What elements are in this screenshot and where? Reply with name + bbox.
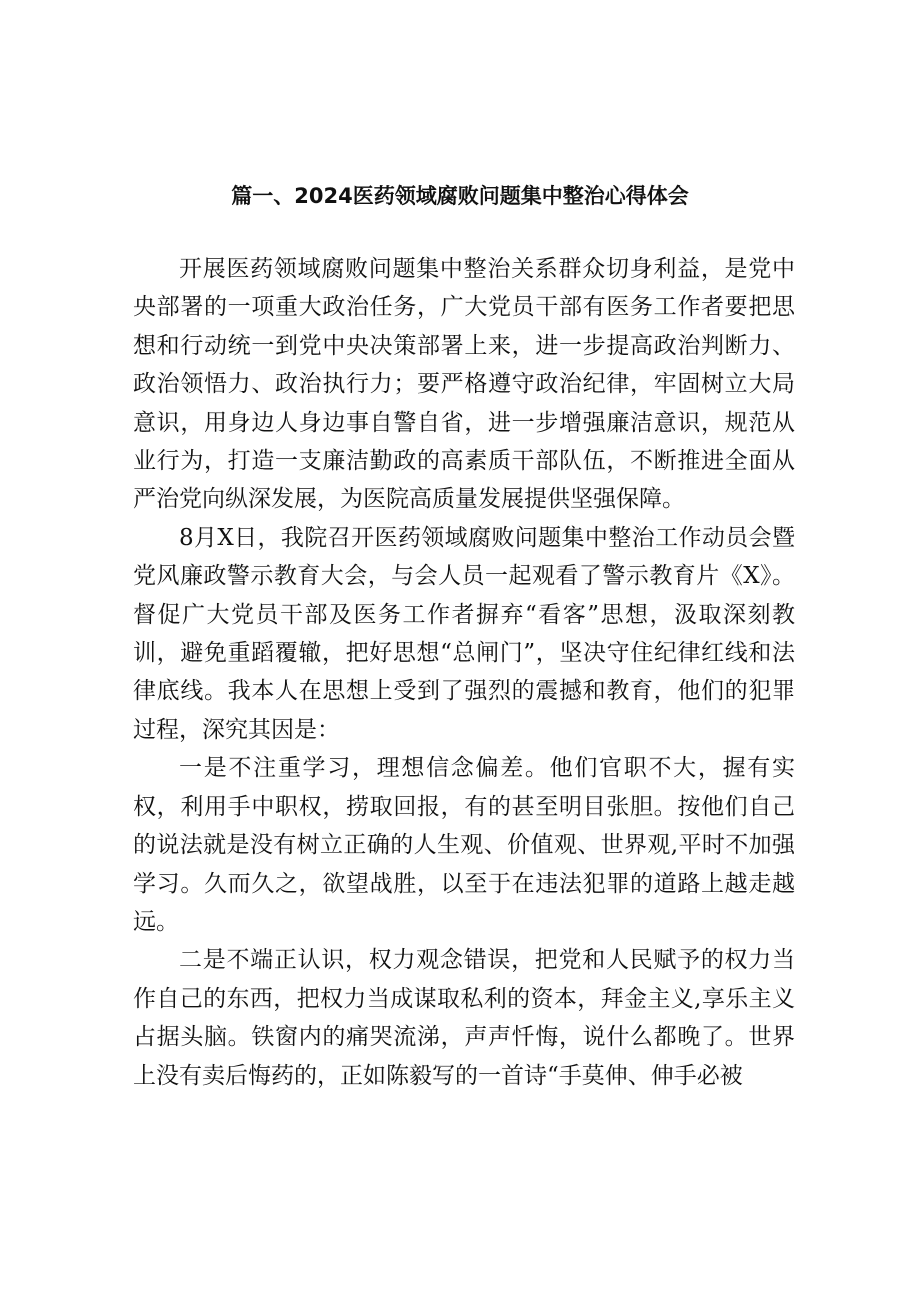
paragraph-point-one: 一是不注重学习，理想信念偏差。他们官职不大，握有实权，利用手中职权，捞取回报，有的甚至明目张胆。按他们自己的说法就是没有树立正确的人生观、价值观、世界观,平时不加强学习。久而久之，欲望战胜，以至于在违法犯罪的道路上越走越远。 bbox=[133, 755, 795, 935]
document-body bbox=[133, 250, 795, 1095]
paragraph-intro: 开展医药领域腐败问题集中整治关系群众切身利益，是党中央部署的一项重大政治任务，广大党员干部有医务工作者要把思想和行动统一到党中央决策部署上来，进一步提高政治判断力、政治领悟力、政治执行力；要严格遵守政治纪律，牢固树立大局意识，用身边人身边事自警自省，进一步增强廉洁意识，规范从业行为，打造一支廉洁勤政的高素质干部队伍，不断推进全面从严治党向纵深发展，为医院高质量发展提供坚强保障。 bbox=[133, 256, 795, 513]
document-title: 篇一、2024医药领域腐败问题集中整治心得体会 bbox=[231, 184, 689, 208]
paragraph-point-two: 二是不端正认识，权力观念错误，把党和人民赋予的权力当作自己的东西，把权力当成谋取私利的资本，拜金主义,享乐主义占据头脑。铁窗内的痛哭流涕，声声忏悔，说什么都晚了。世界上没有卖后悔药的，正如陈毅写的一首诗“手莫伸、伸手必被 bbox=[133, 947, 795, 1089]
paragraph-meeting: 8月X日，我院召开医药领域腐败问题集中整治工作动员会暨党风廉政警示教育大会，与会人员一起观看了警示教育片《X》。督促广大党员干部及医务工作者摒弃“看客”思想，汲取深刻教训，避免重蹈覆辙，把好思想“总闸门”，坚决守住纪律红线和法律底线。我本人在思想上受到了强烈的震撼和教育，他们的犯罪过程，深究其因是： bbox=[133, 524, 795, 743]
